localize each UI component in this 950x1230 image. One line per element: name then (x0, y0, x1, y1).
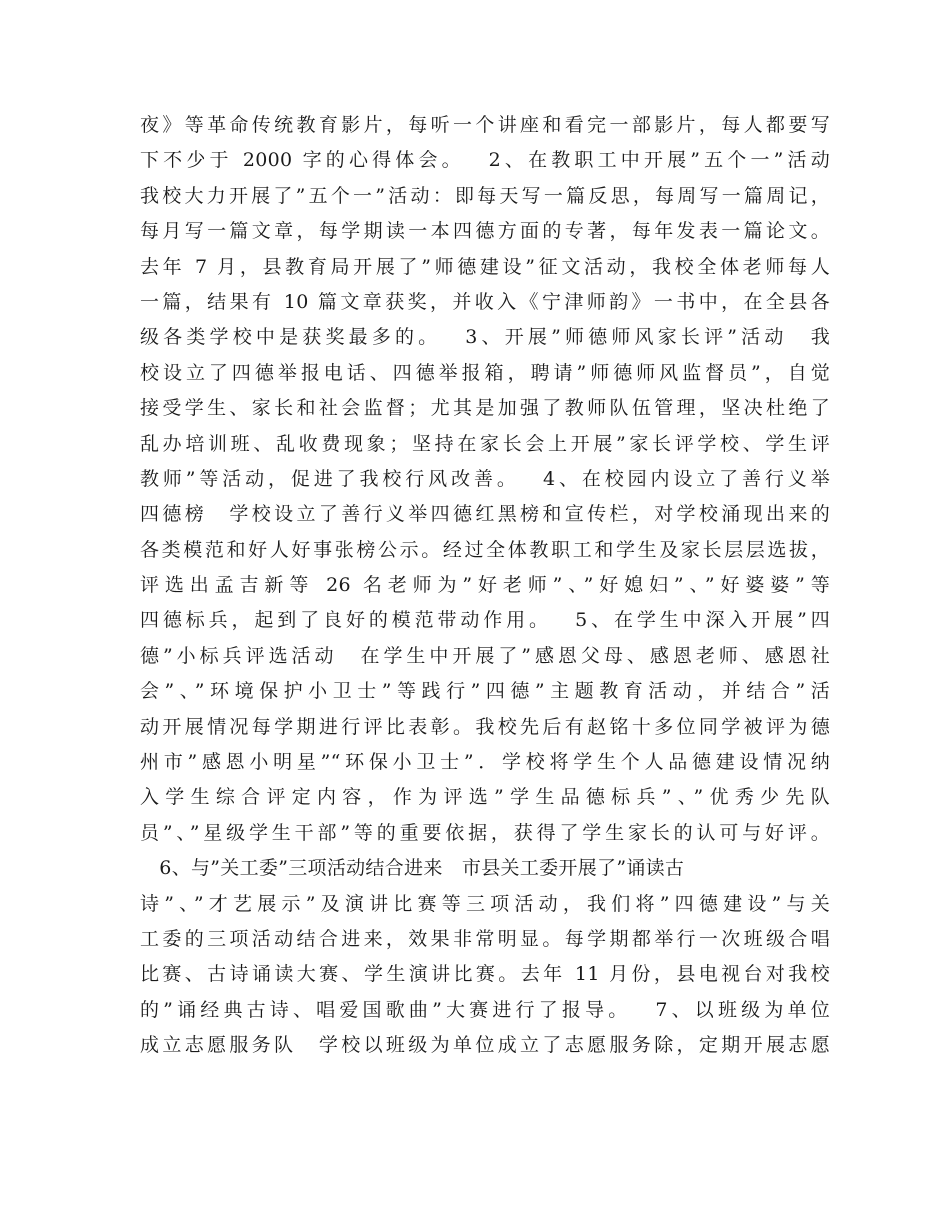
text-line: 四德标兵，起到了良好的模范带动作用。 5、在学生中深入开展”四 (140, 609, 830, 632)
text-line: 德”小标兵评选活动 在学生中开展了”感恩父母、感恩老师、感恩社 (140, 644, 830, 667)
text-line: 会”、”环境保护小卫士”等践行”四德”主题教育活动，并结合”活 (140, 680, 830, 703)
text-line: 接受学生、家长和社会监督；尤其是加强了教师队伍管理，坚决杜绝了 (140, 397, 830, 420)
body-text (140, 108, 830, 1064)
text-line: 成立志愿服务队 学校以班级为单位成立了志愿服务除，定期开展志愿 (140, 1034, 830, 1057)
text-line: 各类模范和好人好事张榜公示。经过全体教职工和学生及家长层层选拔， (140, 538, 830, 561)
text-line: 动开展情况每学期进行评比表彰。我校先后有赵铭十多位同学被评为德 (140, 715, 830, 738)
text-line: 校设立了四德举报电话、四德举报箱，聘请”师德师风监督员”，自觉 (140, 361, 830, 384)
text-line: 乱办培训班、乱收费现象；坚持在家长会上开展”家长评学校、学生评 (140, 432, 830, 455)
text-line: 每月写一篇文章，每学期读一本四德方面的专著，每年发表一篇论文。 (140, 220, 830, 243)
text-line: 下不少于 2000 字的心得体会。 2、在教职工中开展”五个一”活动 (140, 149, 830, 172)
text-line: 比赛、古诗诵读大赛、学生演讲比赛。去年 11 月份，县电视台对我校 (140, 963, 830, 986)
text-line: 诗”、”才艺展示”及演讲比赛等三项活动，我们将”四德建设”与关 (140, 892, 830, 915)
text-line: 的”诵经典古诗、唱爱国歌曲”大赛进行了报导。 7、以班级为单位 (140, 998, 830, 1021)
text-line: 去年 7 月，县教育局开展了”师德建设”征文活动，我校全体老师每人 (140, 255, 830, 278)
text-line: 级各类学校中是获奖最多的。 3、开展”师德师风家长评”活动 我 (140, 326, 830, 349)
text-line: 夜》等革命传统教育影片，每听一个讲座和看完一部影片，每人都要写 (140, 114, 830, 136)
text-line: 入学生综合评定内容，作为评选”学生品德标兵”、”优秀少先队 (140, 786, 830, 809)
text-line: 6、与”关工委”三项活动结合进来 市县关工委开展了”诵读古 (140, 857, 685, 880)
text-line: 评选出孟吉新等 26 名老师为”好老师”、”好媳妇”、”好婆婆”等 (140, 574, 830, 597)
text-line: 员”、”星级学生干部”等的重要依据，获得了学生家长的认可与好评。 (140, 821, 830, 844)
text-line: 工委的三项活动结合进来，效果非常明显。每学期都举行一次班级合唱 (140, 927, 830, 950)
text-line: 教师”等活动，促进了我校行风改善。 4、在校园内设立了善行义举 (140, 467, 830, 490)
text-line: 州市”感恩小明星”“环保小卫士”．学校将学生个人品德建设情况纳 (140, 751, 830, 774)
text-line: 四德榜 学校设立了善行义举四德红黑榜和宣传栏，对学校涌现出来的 (140, 503, 830, 526)
text-line: 我校大力开展了”五个一”活动：即每天写一篇反思，每周写一篇周记， (140, 184, 830, 207)
text-line: 一篇，结果有 10 篇文章获奖，并收入《宁津师韵》一书中，在全县各 (140, 290, 830, 313)
